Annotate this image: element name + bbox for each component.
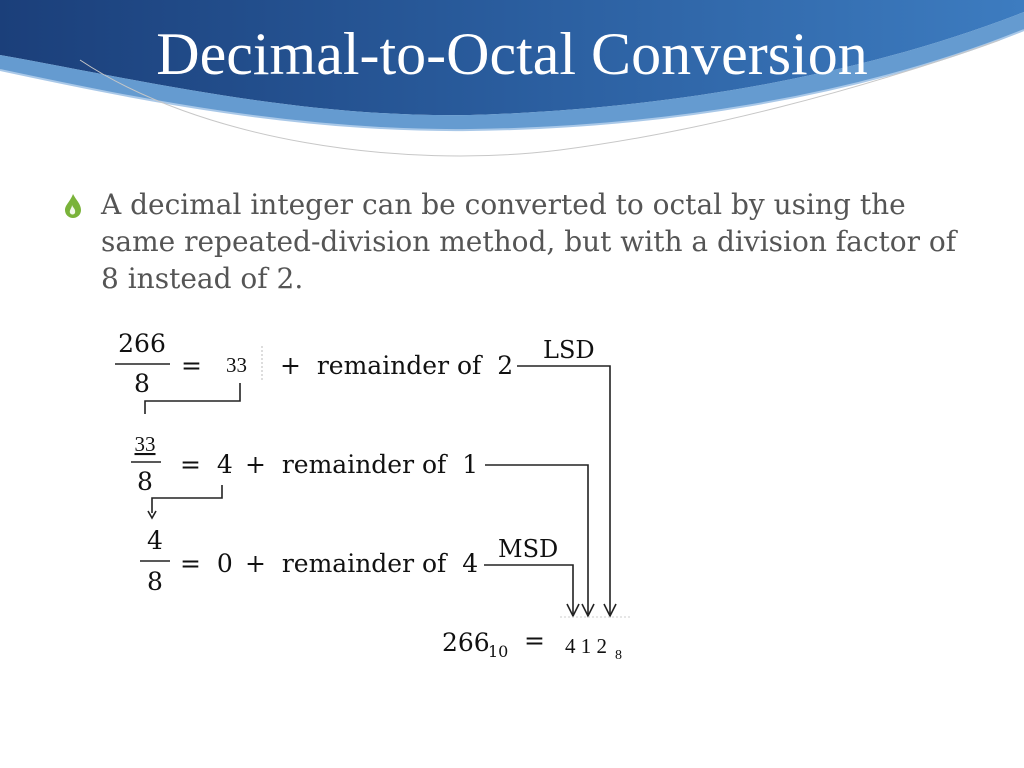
msd-line [484, 565, 573, 614]
quotient: 33 [226, 353, 247, 377]
numerator: 33 [134, 432, 156, 456]
denominator: 8 [134, 369, 150, 398]
result-lhs: 266 [442, 628, 490, 657]
remainder-text: + remainder of 2 [280, 351, 514, 380]
quotient-arrow [145, 383, 240, 414]
numerator: 4 [147, 526, 163, 555]
equals-sign: = [181, 351, 202, 380]
remainder-text: + remainder of 4 [245, 549, 479, 578]
lsd-line [517, 366, 610, 614]
bullet-text: A decimal integer can be converted to octal by using the same repeated-division method, but with a division factor of 8 instead of 2. [101, 188, 957, 295]
remainder-text: + remainder of 1 [245, 450, 479, 479]
result-base: 8 [615, 648, 622, 663]
tag-msd: MSD [498, 535, 559, 563]
slide-title: Decimal-to-Octal Conversion [156, 21, 868, 87]
tag-lsd: LSD [543, 336, 595, 364]
quotient: = 0 [180, 549, 233, 578]
numerator: 266 [118, 329, 166, 358]
result-equals: = [524, 626, 545, 655]
denominator: 8 [137, 467, 153, 496]
denominator: 8 [147, 567, 163, 596]
result-lhs-base: 10 [488, 642, 509, 661]
quotient-arrow [152, 485, 222, 513]
quotient: = 4 [180, 450, 233, 479]
result-digits: 4 1 2 [565, 634, 607, 658]
